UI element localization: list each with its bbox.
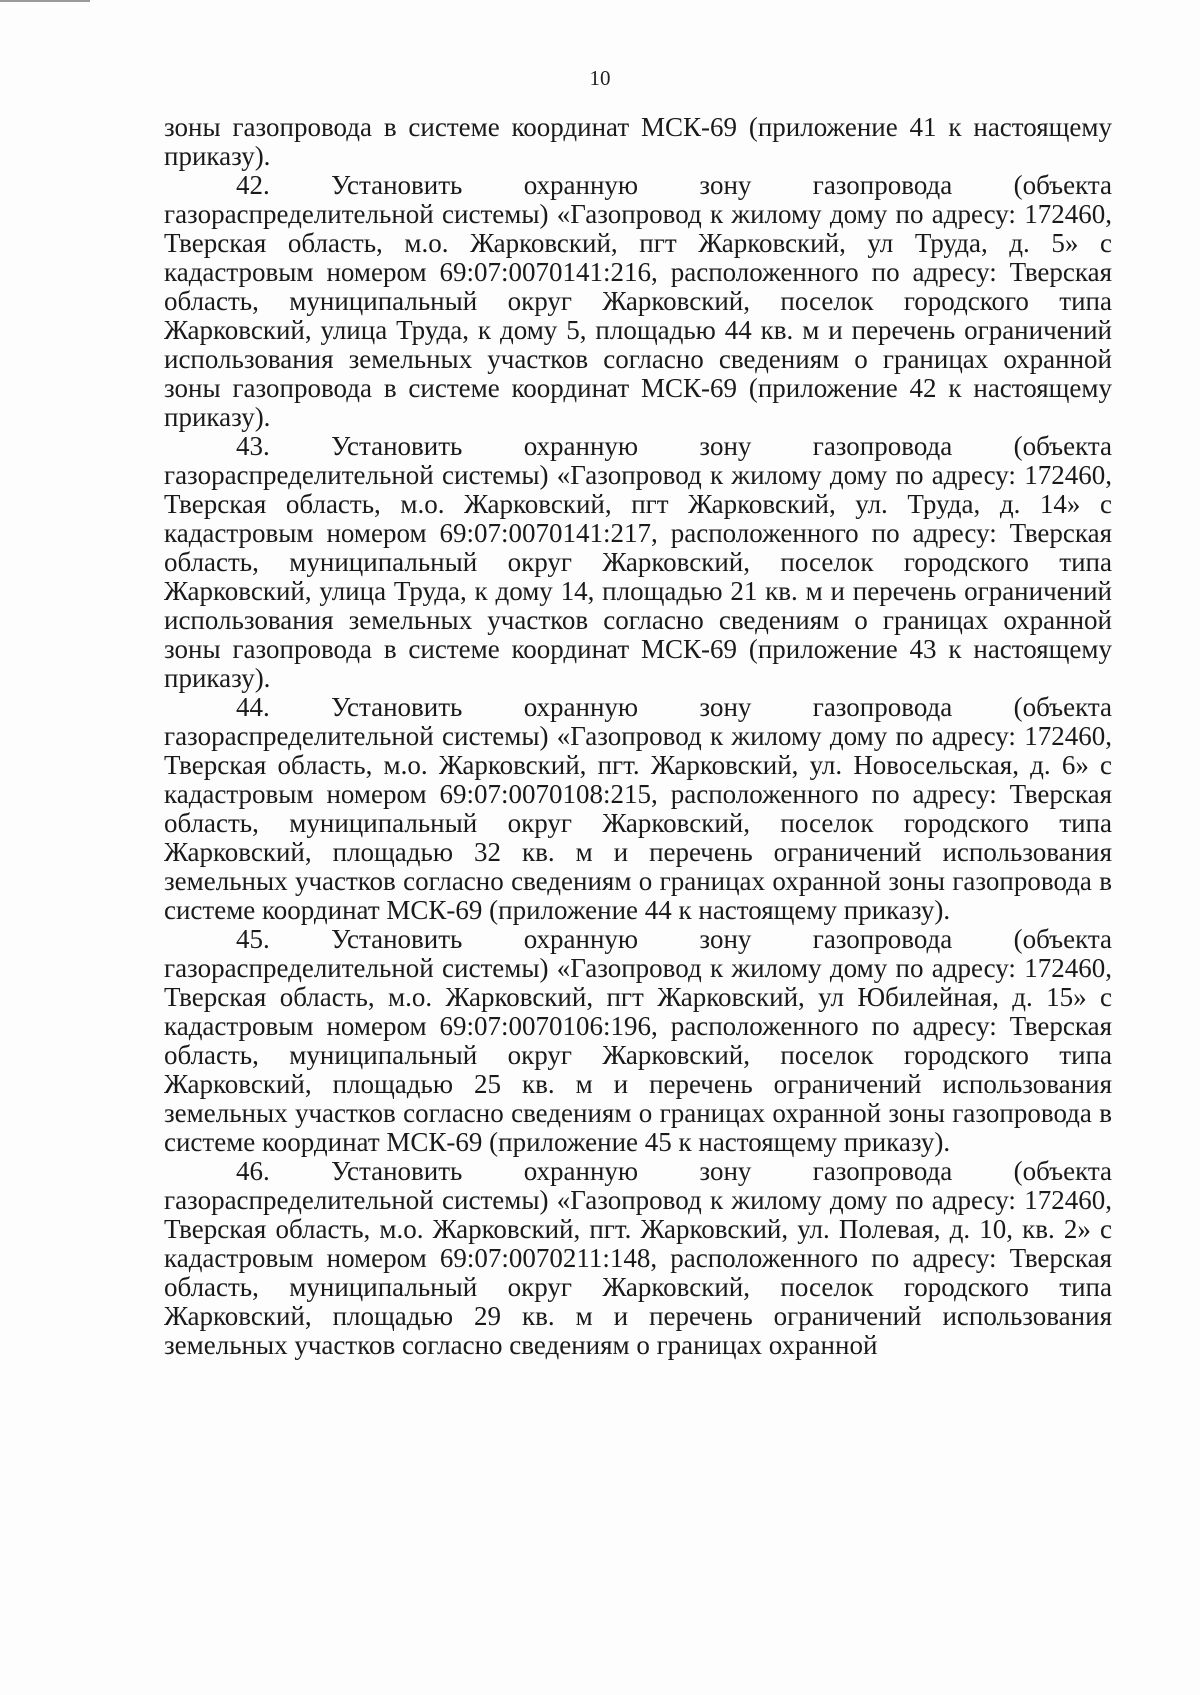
paragraph-continuation	[164, 113, 1112, 171]
document-body	[164, 113, 1112, 1360]
paragraph-item-45	[164, 925, 1112, 1157]
item-number: 46.	[236, 1156, 270, 1186]
paragraph-text: Установить охранную зону газопровода (объекта газораспределительной системы) «Газопровод к жилому дому по адресу: 172460, Тверская область, м.о. Жарковский, пгт Жарковский, ул. Труда, д. 14» с кадастровым номером 69:07:0070141:217, расположенного по адресу: Тверская область, муниципальный округ Жарковский, поселок городского типа Жарковский, улица Труда, к дому 14, площадью 21 кв. м и перечень ограничений использования земельных участков согласно сведениям о границах охранной зоны газопровода в системе координат МСК-69 (приложение 43 к настоящему приказу).	[164, 431, 1112, 693]
paragraph-item-43	[164, 432, 1112, 693]
item-number: 42.	[236, 170, 270, 200]
paragraph-item-46	[164, 1157, 1112, 1360]
paragraph-text: Установить охранную зону газопровода (объекта газораспределительной системы) «Газопровод к жилому дому по адресу: 172460, Тверская область, м.о. Жарковский, пгт Жарковский, ул Юбилейная, д. 15» с кадастровым номером 69:07:0070106:196, расположенного по адресу: Тверская область, муниципальный округ Жарковский, поселок городского типа Жарковский, площадью 25 кв. м и перечень ограничений использования земельных участков согласно сведениям о границах охранной зоны газопровода в системе координат МСК-69 (приложение 45 к настоящему приказу).	[164, 924, 1112, 1157]
scan-edge-line	[0, 0, 90, 2]
paragraph-text: Установить охранную зону газопровода (объекта газораспределительной системы) «Газопровод к жилому дому по адресу: 172460, Тверская область, м.о. Жарковский, пгт. Жарковский, ул. Новосельская, д. 6» с кадастровым номером 69:07:0070108:215, расположенного по адресу: Тверская область, муниципальный округ Жарковский, поселок городского типа Жарковский, площадью 32 кв. м и перечень ограничений использования земельных участков согласно сведениям о границах охранной зоны газопровода в системе координат МСК-69 (приложение 44 к настоящему приказу).	[164, 692, 1112, 925]
paragraph-text: Установить охранную зону газопровода (объекта газораспределительной системы) «Газопровод к жилому дому по адресу: 172460, Тверская область, м.о. Жарковский, пгт Жарковский, ул Труда, д. 5» с кадастровым номером 69:07:0070141:216, расположенного по адресу: Тверская область, муниципальный округ Жарковский, поселок городского типа Жарковский, улица Труда, к дому 5, площадью 44 кв. м и перечень ограничений использования земельных участков согласно сведениям о границах охранной зоны газопровода в системе координат МСК-69 (приложение 42 к настоящему приказу).	[164, 170, 1112, 432]
paragraph-text: зоны газопровода в системе координат МСК-69 (приложение 41 к настоящему приказу).	[164, 112, 1112, 171]
item-number: 45.	[236, 924, 270, 954]
paragraph-item-44	[164, 693, 1112, 925]
paragraph-item-42	[164, 171, 1112, 432]
item-number: 43.	[236, 431, 270, 461]
paragraph-text: Установить охранную зону газопровода (объекта газораспределительной системы) «Газопровод к жилому дому по адресу: 172460, Тверская область, м.о. Жарковский, пгт. Жарковский, ул. Полевая, д. 10, кв. 2» с кадастровым номером 69:07:0070211:148, расположенного по адресу: Тверская область, муниципальный округ Жарковский, поселок городского типа Жарковский, площадью 29 кв. м и перечень ограничений использования земельных участков согласно сведениям о границах охранной	[164, 1156, 1112, 1360]
page-number: 10	[589, 66, 611, 90]
item-number: 44.	[236, 692, 270, 722]
